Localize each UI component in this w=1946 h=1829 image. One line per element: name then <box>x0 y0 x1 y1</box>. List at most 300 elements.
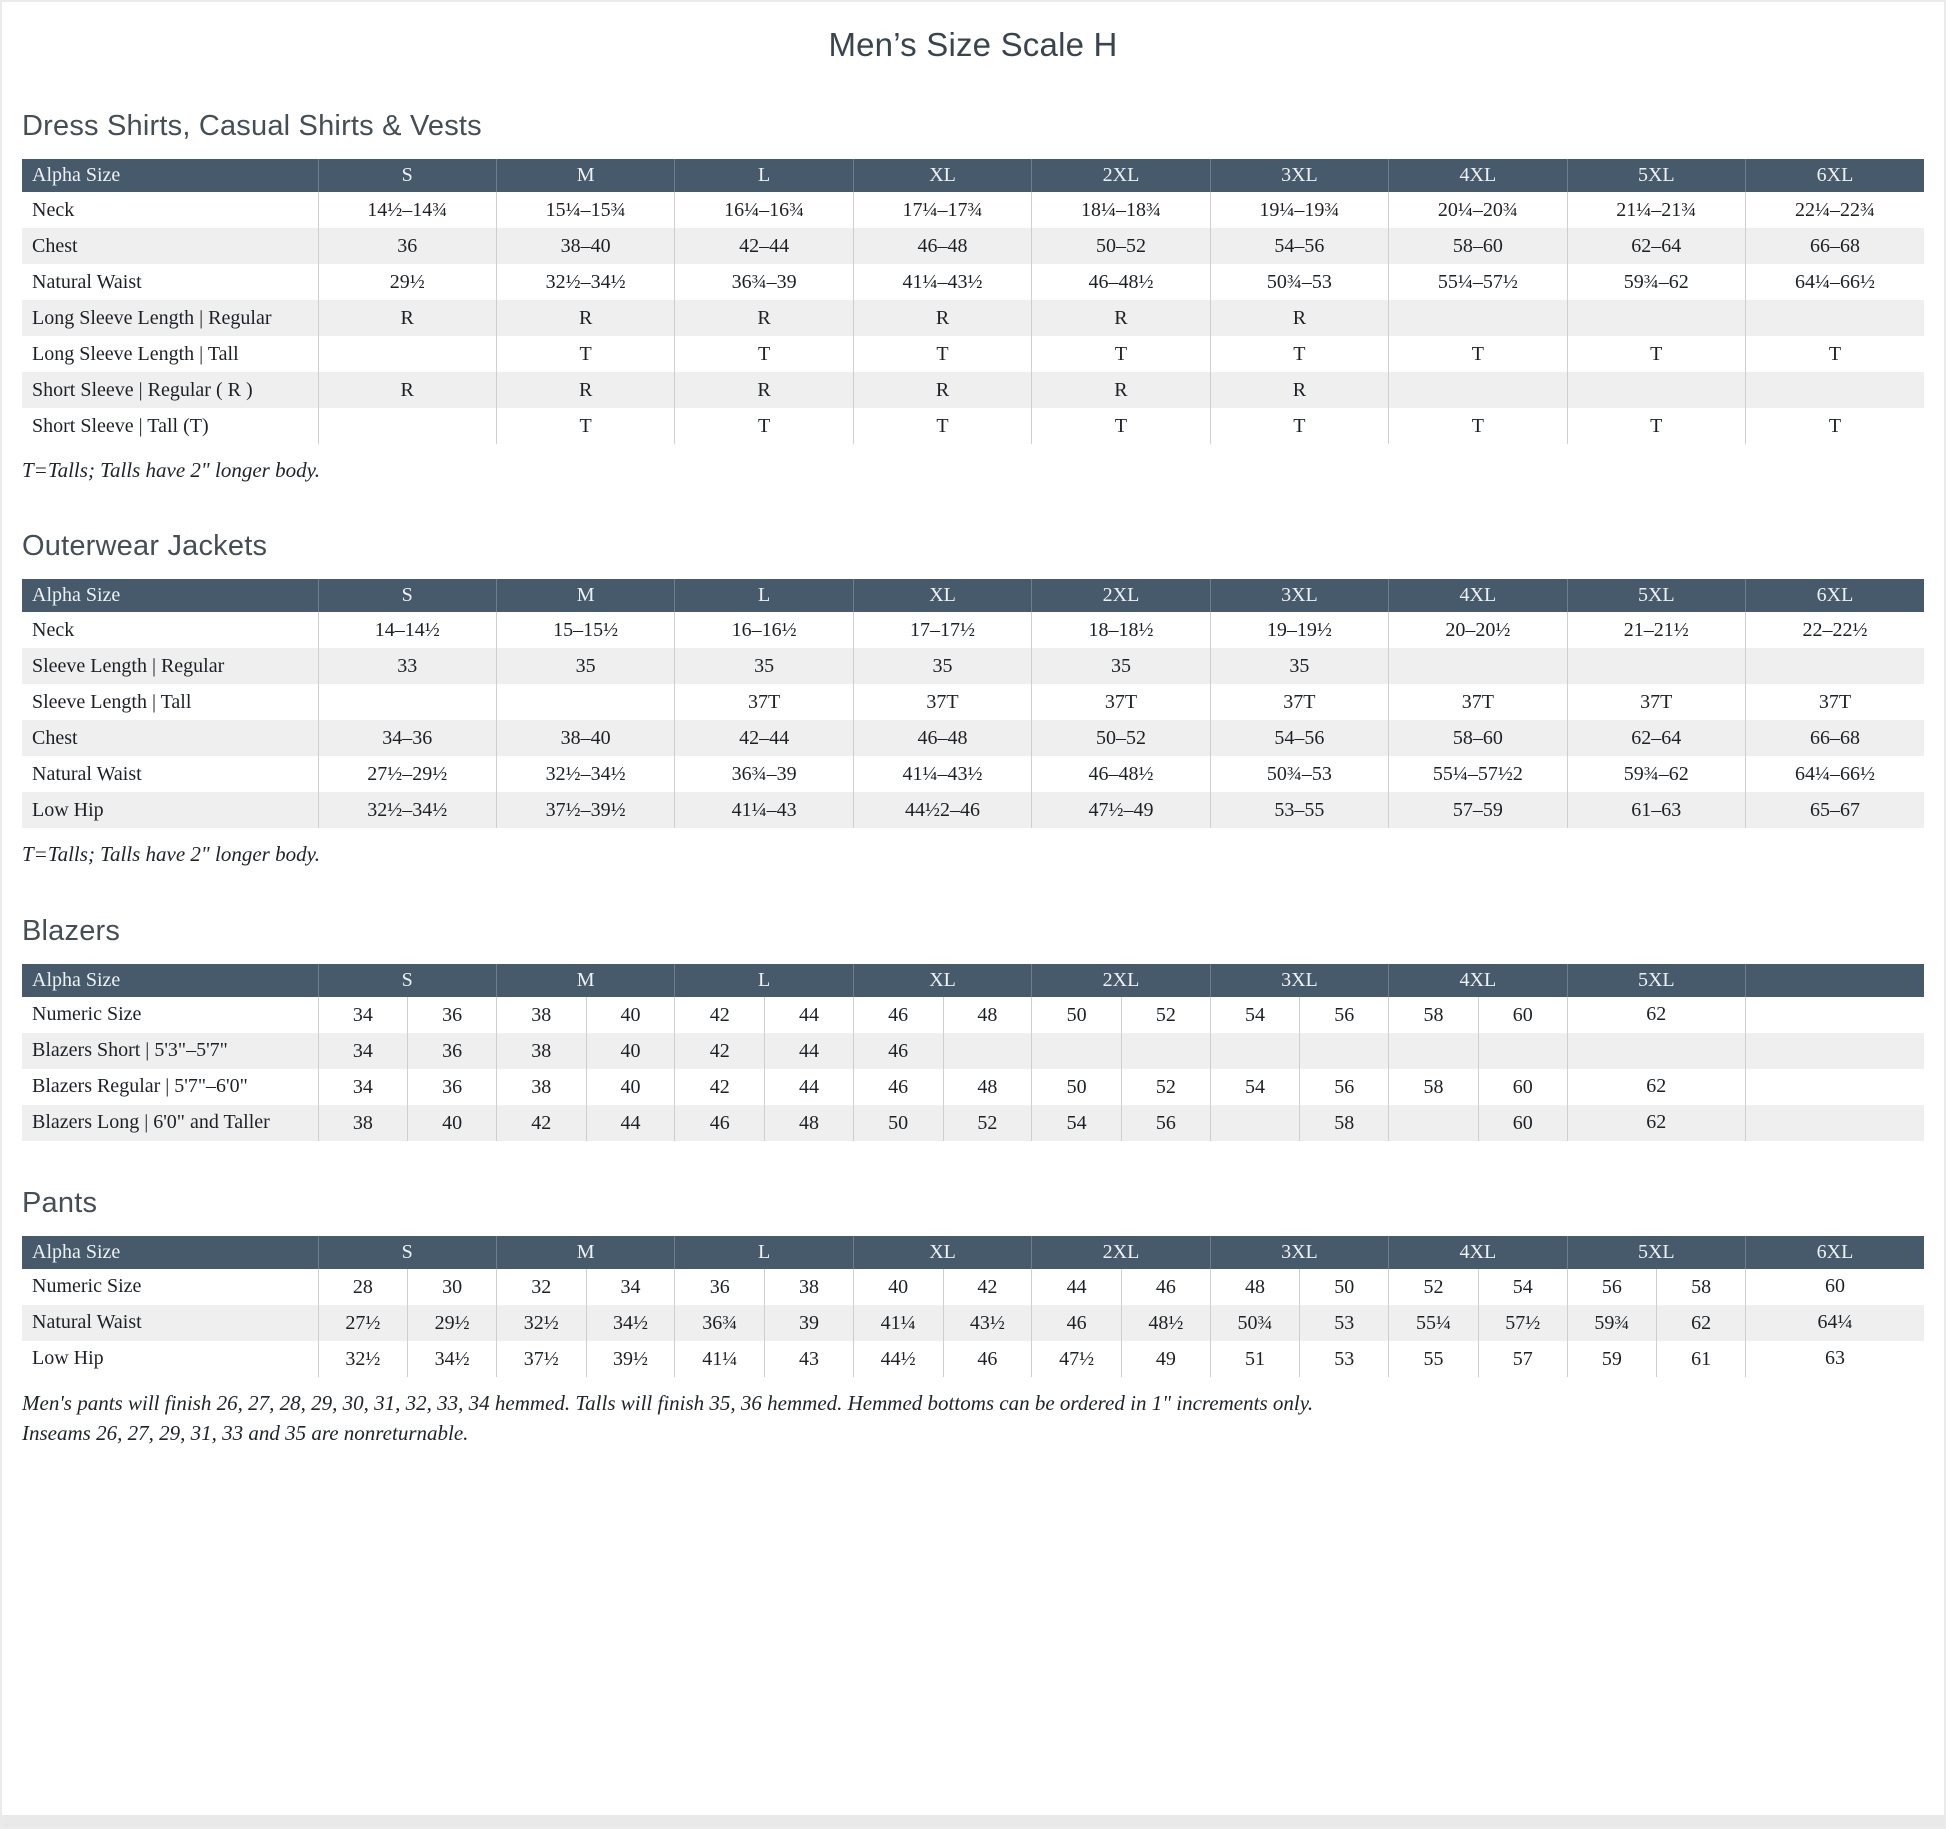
column-header: S <box>318 579 496 612</box>
table-row <box>22 756 1924 792</box>
size-value-pair <box>1211 1305 1388 1341</box>
size-value: 44 <box>764 1069 853 1105</box>
size-cell: 37T <box>675 684 853 720</box>
size-cell: 64¼–66½ <box>1746 756 1925 792</box>
size-value: 61 <box>1656 1341 1745 1377</box>
row-label: Numeric Size <box>32 1003 142 1026</box>
size-value: 44 <box>1066 1275 1087 1298</box>
size-cell: 50¾–53 <box>1210 264 1388 300</box>
size-cell <box>675 1105 853 1141</box>
size-cell: 54–56 <box>1210 228 1388 264</box>
section-title: Pants <box>22 1186 98 1219</box>
size-cell: 16–16½ <box>675 612 853 648</box>
size-value-pair <box>854 997 1031 1033</box>
column-header: Alpha Size <box>22 964 318 997</box>
size-value: 59 <box>1601 1347 1622 1370</box>
size-value-pair <box>1032 1033 1209 1069</box>
footnote: Men's pants will finish 26, 27, 28, 29, 30, 31, 32, 33, 34 hemmed. Talls will finish 35, 36 hemmed. Hemmed bottoms can be ordered in 1" increments only. <box>22 1390 1314 1415</box>
size-value: 44 <box>764 1033 853 1069</box>
size-cell <box>318 1105 496 1141</box>
table-row <box>22 648 1924 684</box>
size-value-pair <box>1389 1033 1566 1069</box>
size-value: 51 <box>1245 1347 1266 1370</box>
size-value: 36 <box>407 997 496 1033</box>
size-value: 48 <box>943 997 1032 1033</box>
size-cell: 32½–34½ <box>496 756 674 792</box>
size-value-pair <box>1032 997 1209 1033</box>
section-dress-shirts <box>22 110 1924 484</box>
size-cell: 35 <box>1032 648 1210 684</box>
size-cell <box>675 1305 853 1341</box>
table-row <box>22 300 1924 336</box>
column-header: 6XL <box>1746 1236 1925 1269</box>
size-cell <box>1389 648 1567 684</box>
size-value: 54 <box>1066 1111 1087 1134</box>
size-cell <box>1032 1269 1210 1305</box>
size-cell <box>1567 1269 1745 1305</box>
size-value-pair <box>675 1033 852 1069</box>
row-label: Low Hip <box>32 1347 104 1370</box>
size-value: 52 <box>1423 1275 1444 1298</box>
size-cell <box>675 1033 853 1069</box>
row-label: Long Sleeve Length | Regular <box>32 306 272 329</box>
size-cell: 61–63 <box>1567 792 1745 828</box>
size-cell <box>496 997 674 1033</box>
size-cell: 57–59 <box>1389 792 1567 828</box>
size-value: 49 <box>1121 1341 1210 1377</box>
size-cell: 42–44 <box>675 228 853 264</box>
size-cell: 46–48 <box>853 720 1031 756</box>
size-value: 52 <box>1121 1069 1210 1105</box>
size-cell: 47½–49 <box>1032 792 1210 828</box>
size-value: 42 <box>709 1039 730 1062</box>
size-cell: R <box>496 372 674 408</box>
size-cell: R <box>1210 300 1388 336</box>
size-cell: 58–60 <box>1389 228 1567 264</box>
size-cell: T <box>1389 336 1567 372</box>
size-value-pair <box>1389 997 1566 1033</box>
size-cell: 59¾–62 <box>1567 756 1745 792</box>
size-value-pair <box>854 1069 1031 1105</box>
size-value: 38 <box>531 1003 552 1026</box>
size-cell <box>1567 997 1745 1033</box>
column-header: XL <box>853 964 1031 997</box>
size-value: 48 <box>943 1069 1032 1105</box>
size-cell <box>853 1305 1031 1341</box>
size-cell: R <box>1032 372 1210 408</box>
size-cell <box>1210 1341 1388 1377</box>
size-cell: 32½–34½ <box>496 264 674 300</box>
size-cell <box>1389 300 1567 336</box>
size-value: 46 <box>943 1341 1032 1377</box>
column-header: 3XL <box>1210 159 1388 192</box>
size-table <box>22 159 1924 444</box>
size-value-pair <box>1032 1341 1209 1377</box>
size-value-pair <box>1032 1305 1209 1341</box>
row-label: Sleeve Length | Regular <box>32 654 225 677</box>
size-value-pair <box>497 1341 674 1377</box>
row-label: Blazers Regular | 5'7"–6'0" <box>32 1075 248 1098</box>
table-row <box>22 228 1924 264</box>
size-value-pair <box>1389 1105 1566 1141</box>
size-value <box>1211 1033 1300 1069</box>
size-cell: 16¼–16¾ <box>675 192 853 228</box>
size-value-pair <box>1568 1341 1745 1377</box>
size-value: 46 <box>1121 1269 1210 1305</box>
size-cell: 62–64 <box>1567 228 1745 264</box>
size-value-pair <box>1032 1069 1209 1105</box>
column-header: XL <box>853 1236 1031 1269</box>
size-cell <box>318 408 496 444</box>
table-row <box>22 264 1924 300</box>
row-label: Short Sleeve | Tall (T) <box>32 414 209 437</box>
size-cell: 29½ <box>318 264 496 300</box>
size-cell <box>1210 1305 1388 1341</box>
header-row <box>22 579 1924 612</box>
size-value: 54 <box>1245 1003 1266 1026</box>
size-cell <box>1746 997 1925 1033</box>
size-cell <box>1567 1033 1745 1069</box>
size-value: 41¼ <box>702 1347 738 1370</box>
column-header: XL <box>853 579 1031 612</box>
size-cell <box>318 336 496 372</box>
size-value: 29½ <box>407 1305 496 1341</box>
size-value: 53 <box>1299 1341 1388 1377</box>
size-value: 40 <box>888 1275 909 1298</box>
table-row <box>22 684 1924 720</box>
size-cell: R <box>853 300 1031 336</box>
size-value: 58 <box>1656 1269 1745 1305</box>
size-value-pair <box>1211 1105 1388 1141</box>
size-value: 48 <box>764 1105 853 1141</box>
size-cell: R <box>675 300 853 336</box>
size-value: 46 <box>888 1075 909 1098</box>
size-value: 30 <box>407 1269 496 1305</box>
section-outerwear-jackets <box>22 530 1924 868</box>
column-header: Alpha Size <box>22 579 318 612</box>
size-value <box>1389 1105 1478 1141</box>
size-value: 42 <box>531 1111 552 1134</box>
size-value: 36¾ <box>702 1311 738 1334</box>
size-value: 62 <box>1646 1111 1667 1134</box>
size-cell <box>1746 300 1925 336</box>
size-cell: 38–40 <box>496 720 674 756</box>
size-value-pair <box>675 1105 852 1141</box>
size-cell <box>675 997 853 1033</box>
size-value: 50¾ <box>1237 1311 1273 1334</box>
size-cell <box>496 1305 674 1341</box>
size-value: 40 <box>586 997 675 1033</box>
size-value: 34 <box>352 1039 373 1062</box>
size-cell: 36 <box>318 228 496 264</box>
row-label: Numeric Size <box>32 1275 142 1298</box>
table-row <box>22 612 1924 648</box>
row-label: Blazers Long | 6'0" and Taller <box>32 1111 270 1134</box>
size-value <box>1032 1033 1121 1069</box>
row-label: Chest <box>32 234 78 257</box>
size-value-pair <box>319 1269 496 1305</box>
size-value: 60 <box>1478 1069 1567 1105</box>
size-cell <box>1210 1269 1388 1305</box>
column-header: S <box>318 1236 496 1269</box>
column-header: XL <box>853 159 1031 192</box>
size-cell <box>1389 1341 1567 1377</box>
size-value: 42 <box>709 1075 730 1098</box>
size-value: 34 <box>352 1003 373 1026</box>
size-value: 46 <box>709 1111 730 1134</box>
size-cell: 41¼–43½ <box>853 264 1031 300</box>
size-cell: 14–14½ <box>318 612 496 648</box>
size-value-pair <box>497 1033 674 1069</box>
column-header <box>1746 964 1925 997</box>
size-value: 32½ <box>523 1311 559 1334</box>
size-cell <box>1746 372 1925 408</box>
size-cell <box>496 1105 674 1141</box>
size-value-pair <box>1389 1269 1566 1305</box>
size-value: 50 <box>1066 1003 1087 1026</box>
size-cell <box>1567 372 1745 408</box>
column-header: Alpha Size <box>22 1236 318 1269</box>
size-cell <box>1032 1069 1210 1105</box>
column-header: 3XL <box>1210 964 1388 997</box>
size-value: 64¼ <box>1817 1311 1853 1334</box>
column-header: 2XL <box>1032 579 1210 612</box>
size-value: 40 <box>586 1069 675 1105</box>
size-value: 38 <box>352 1111 373 1134</box>
size-cell: 37T <box>1032 684 1210 720</box>
size-cell <box>1210 1105 1388 1141</box>
table-row <box>22 1105 1924 1141</box>
row-label: Natural Waist <box>32 270 142 293</box>
size-value: 56 <box>1299 997 1388 1033</box>
column-header: M <box>496 159 674 192</box>
section-pants <box>22 1187 1924 1448</box>
size-cell: 19¼–19¾ <box>1210 192 1388 228</box>
size-cell <box>1210 1033 1388 1069</box>
header-row <box>22 1236 1924 1269</box>
size-value: 38 <box>531 1039 552 1062</box>
page-bottom-edge <box>2 1815 1944 1827</box>
footnote: Inseams 26, 27, 29, 31, 33 and 35 are nonreturnable. <box>22 1421 469 1446</box>
size-value: 27½ <box>345 1311 381 1334</box>
size-cell: T <box>675 408 853 444</box>
size-cell: 44½2–46 <box>853 792 1031 828</box>
size-value: 34½ <box>407 1341 496 1377</box>
size-value-pair <box>1032 1105 1209 1141</box>
size-value-pair <box>1389 1305 1566 1341</box>
size-cell: 50–52 <box>1032 228 1210 264</box>
size-value: 58 <box>1423 1003 1444 1026</box>
size-cell: R <box>675 372 853 408</box>
size-cell <box>1210 997 1388 1033</box>
size-value-pair <box>675 1069 852 1105</box>
size-cell <box>318 1069 496 1105</box>
size-cell: 21¼–21¾ <box>1567 192 1745 228</box>
table-row <box>22 792 1924 828</box>
size-value: 36 <box>709 1275 730 1298</box>
size-cell: 64¼–66½ <box>1746 264 1925 300</box>
size-cell: T <box>853 408 1031 444</box>
row-label: Neck <box>32 198 75 221</box>
size-value-pair <box>319 1069 496 1105</box>
size-value-pair <box>319 1033 496 1069</box>
column-header: M <box>496 1236 674 1269</box>
size-value-pair <box>1211 997 1388 1033</box>
size-cell: 18¼–18¾ <box>1032 192 1210 228</box>
size-value-pair <box>497 1069 674 1105</box>
size-value <box>1478 1033 1567 1069</box>
column-header: 2XL <box>1032 1236 1210 1269</box>
size-value-pair <box>675 997 852 1033</box>
size-value: 28 <box>352 1275 373 1298</box>
size-cell: 66–68 <box>1746 228 1925 264</box>
size-cell <box>1746 1033 1925 1069</box>
size-value-pair <box>319 1305 496 1341</box>
size-value: 36 <box>407 1033 496 1069</box>
size-cell <box>1389 1305 1567 1341</box>
size-cell: T <box>496 408 674 444</box>
size-value: 50 <box>1066 1075 1087 1098</box>
table-row <box>22 1033 1924 1069</box>
size-cell: 36¾–39 <box>675 264 853 300</box>
size-cell: 15¼–15¾ <box>496 192 674 228</box>
size-value <box>1389 1033 1478 1069</box>
size-value: 46 <box>1066 1311 1087 1334</box>
size-cell: T <box>1210 408 1388 444</box>
size-value <box>1299 1033 1388 1069</box>
size-cell <box>675 1341 853 1377</box>
column-header: M <box>496 579 674 612</box>
size-value: 53 <box>1299 1305 1388 1341</box>
size-value-pair <box>319 997 496 1033</box>
size-cell: 50–52 <box>1032 720 1210 756</box>
size-cell: 54–56 <box>1210 720 1388 756</box>
column-header: 3XL <box>1210 579 1388 612</box>
size-cell: 21–21½ <box>1567 612 1745 648</box>
size-value-pair <box>1568 1269 1745 1305</box>
column-header: M <box>496 964 674 997</box>
size-cell <box>1389 1105 1567 1141</box>
size-cell: T <box>1746 408 1925 444</box>
size-cell: R <box>1032 300 1210 336</box>
row-label: Natural Waist <box>32 762 142 785</box>
size-cell <box>675 1069 853 1105</box>
section-title: Blazers <box>22 914 121 947</box>
size-value-pair <box>1211 1033 1388 1069</box>
size-cell: 62–64 <box>1567 720 1745 756</box>
size-value: 63 <box>1825 1347 1845 1370</box>
column-header: 4XL <box>1389 159 1567 192</box>
size-value: 44 <box>586 1105 675 1141</box>
size-cell: 32½–34½ <box>318 792 496 828</box>
size-value: 55¼ <box>1415 1311 1451 1334</box>
size-value-pair <box>675 1269 852 1305</box>
size-value-pair <box>1032 1269 1209 1305</box>
size-cell <box>1210 1069 1388 1105</box>
size-cell <box>1746 1269 1925 1305</box>
size-cell: 17¼–17¾ <box>853 192 1031 228</box>
size-cell: 14½–14¾ <box>318 192 496 228</box>
size-cell <box>1567 648 1745 684</box>
size-cell <box>496 1269 674 1305</box>
size-cell: 42–44 <box>675 720 853 756</box>
sections-container <box>22 110 1924 1447</box>
size-cell: 19–19½ <box>1210 612 1388 648</box>
size-cell: 50¾–53 <box>1210 756 1388 792</box>
size-value: 47½ <box>1059 1347 1095 1370</box>
column-header: 4XL <box>1389 579 1567 612</box>
size-cell <box>853 1105 1031 1141</box>
size-value: 34 <box>586 1269 675 1305</box>
size-value: 50 <box>1299 1269 1388 1305</box>
size-cell <box>318 1033 496 1069</box>
table-row <box>22 408 1924 444</box>
size-value: 39½ <box>586 1341 675 1377</box>
size-cell <box>1389 1269 1567 1305</box>
size-cell <box>853 1033 1031 1069</box>
section-title: Dress Shirts, Casual Shirts & Vests <box>22 110 482 142</box>
section-title: Outerwear Jackets <box>22 530 268 563</box>
table-row <box>22 372 1924 408</box>
size-cell: T <box>1567 336 1745 372</box>
size-value: 41¼ <box>880 1311 916 1334</box>
size-value-pair <box>854 1033 1031 1069</box>
size-cell: 35 <box>853 648 1031 684</box>
size-value: 54 <box>1478 1269 1567 1305</box>
size-value: 58 <box>1423 1075 1444 1098</box>
size-cell <box>318 1341 496 1377</box>
table-row <box>22 192 1924 228</box>
size-cell: R <box>318 372 496 408</box>
size-cell: 58–60 <box>1389 720 1567 756</box>
size-value: 60 <box>1478 1105 1567 1141</box>
size-cell: T <box>1032 408 1210 444</box>
size-cell: T <box>1746 336 1925 372</box>
size-value-pair <box>319 1105 496 1141</box>
size-value: 44½ <box>880 1347 916 1370</box>
size-cell <box>1746 1305 1925 1341</box>
size-cell: 55¼–57½2 <box>1389 756 1567 792</box>
column-header: L <box>675 1236 853 1269</box>
size-cell: 35 <box>496 648 674 684</box>
size-cell <box>1032 997 1210 1033</box>
column-header: 4XL <box>1389 1236 1567 1269</box>
size-value: 56 <box>1601 1275 1622 1298</box>
table-row <box>22 336 1924 372</box>
size-cell: 46–48½ <box>1032 264 1210 300</box>
size-value-pair <box>497 1269 674 1305</box>
size-cell <box>853 1069 1031 1105</box>
size-cell <box>1032 1105 1210 1141</box>
size-value: 44 <box>764 997 853 1033</box>
column-header: 5XL <box>1567 159 1745 192</box>
table-row <box>22 1305 1924 1341</box>
size-cell <box>318 997 496 1033</box>
column-header: L <box>675 964 853 997</box>
size-cell: 33 <box>318 648 496 684</box>
size-cell <box>675 1269 853 1305</box>
size-value-pair <box>854 1269 1031 1305</box>
footnote: T=Talls; Talls have 2" longer body. <box>22 842 320 867</box>
size-cell: 35 <box>1210 648 1388 684</box>
size-cell: 59¾–62 <box>1567 264 1745 300</box>
size-cell: 36¾–39 <box>675 756 853 792</box>
size-cell: T <box>1389 408 1567 444</box>
size-cell <box>853 1341 1031 1377</box>
page-title: Men’s Size Scale H <box>828 26 1118 63</box>
size-value-pair <box>1211 1269 1388 1305</box>
size-cell: 27½–29½ <box>318 756 496 792</box>
